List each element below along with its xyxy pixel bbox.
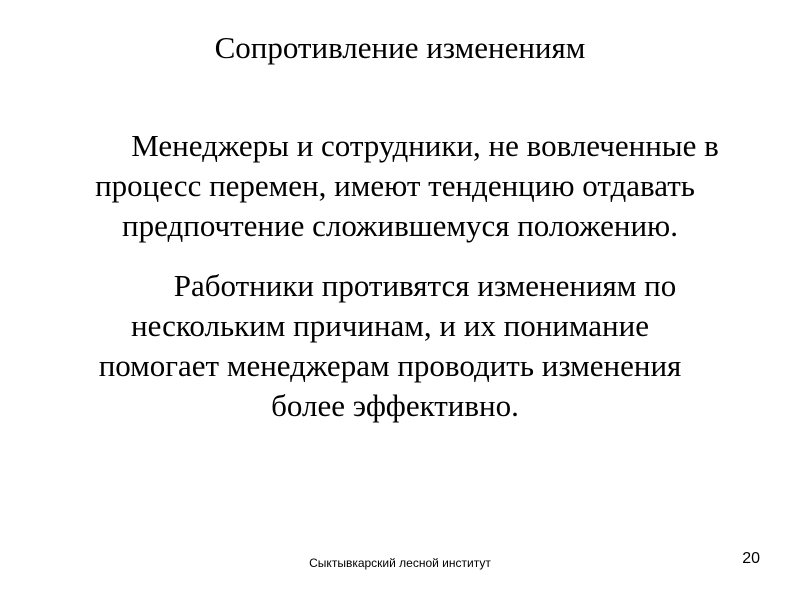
paragraph-2-line-2: нескольким причинам, и их понимание: [131, 308, 649, 343]
paragraph-2-line-4: более эффективно.: [271, 388, 519, 423]
slide-footer: Сыктывкарский лесной институт: [309, 556, 491, 570]
paragraph-2-line-1: Работники противятся изменениям по: [173, 268, 677, 303]
paragraph-1: [0, 126, 800, 246]
paragraph-1-line-1: Менеджеры и сотрудники, не вовлеченные в: [131, 128, 719, 163]
paragraph-1-line-3: предпочтение сложившемуся положению.: [122, 208, 678, 243]
paragraph-2-line-3: помогает менеджерам проводить изменения: [98, 348, 682, 383]
page-number: 20: [742, 550, 760, 567]
paragraph-2: [0, 266, 800, 426]
paragraph-1-line-2: процесс перемен, имеют тенденцию отдавать: [95, 168, 695, 203]
slide-title: Сопротивление изменениям: [214, 30, 586, 65]
